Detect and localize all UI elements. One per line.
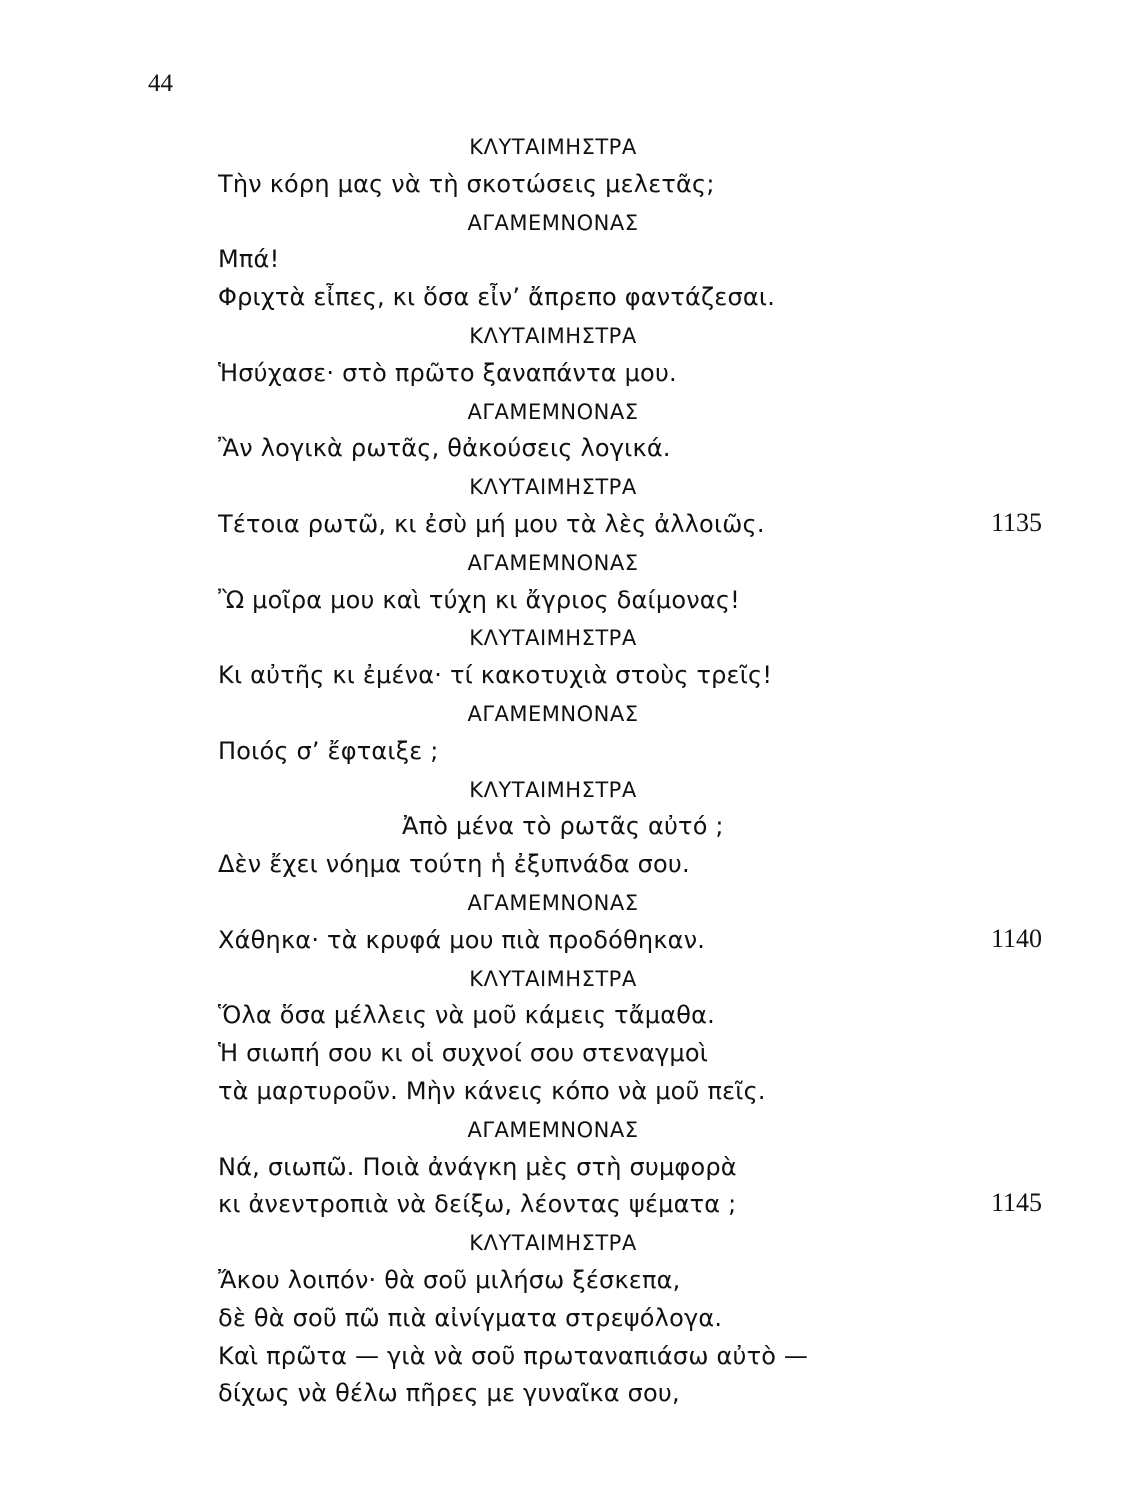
verse-line: Τὴν κόρη μας νὰ τὴ σκοτώσεις μελετᾶς; [218,169,715,198]
speaker-name: ΚΛΥΤΑΙΜΗΣΤΡΑ [469,626,637,651]
line-number: 1145 [990,1188,1042,1218]
verse-line: Χάθηκα· τὰ κρυφά μου πιὰ προδόθηκαν. [218,925,706,954]
verse-line: Ποιός σ’ ἔφταιξε ; [218,736,439,765]
verse-line: τὰ μαρτυροῦν. Μὴν κάνεις κόπο νὰ μοῦ πεῖς. [218,1077,766,1105]
speaker-name: ΚΛΥΤΑΙΜΗΣΤΡΑ [469,475,637,500]
speaker-name: ΑΓΑΜΕΜΝΟΝΑΣ [467,550,639,575]
verse-line: Τέτοια ρωτῶ, κι ἐσὺ μή μου τὰ λὲς ἀλλοιῶς. [218,510,765,538]
speaker-name: ΑΓΑΜΕΜΝΟΝΑΣ [467,399,639,424]
line-number: 1140 [990,923,1042,953]
verse-line: Ἡσύχασε· στὸ πρῶτο ξαναπάντα μου. [218,358,677,387]
verse-line: Ἀπὸ μένα τὸ ρωτᾶς αὐτό ; [402,812,724,841]
verse-line: Μπά! [218,245,280,274]
verse-line: δίχως νὰ θέλω πῆρες με γυναῖκα σου, [218,1379,680,1408]
line-number: 1135 [990,508,1042,537]
verse-line: Ἂν λογικὰ ρωτᾶς, θἀκούσεις λογικά. [218,434,671,463]
speaker-name: ΑΓΑΜΕΜΝΟΝΑΣ [467,702,639,726]
speaker-name: ΚΛΥΤΑΙΜΗΣΤΡΑ [469,1231,637,1256]
verse-line: Νά, σιωπῶ. Ποιὰ ἀνάγκη μὲς στὴ συμφορὰ [218,1152,737,1181]
speaker-name: ΚΛΥΤΑΙΜΗΣΤΡΑ [469,324,637,348]
verse-line: Ἄκου λοιπόν· θὰ σοῦ μιλήσω ξέσκεπα, [218,1266,681,1294]
verse-line: Φριχτὰ εἶπες, κι ὅσα εἶν’ ἄπρεπο φαντάζεσαι. [218,283,776,312]
speaker-name: ΑΓΑΜΕΜΝΟΝΑΣ [467,1117,639,1142]
verse-line: κι ἀνεντροπιὰ νὰ δείξω, λέοντας ψέματα ; [218,1190,737,1219]
speaker-name: ΚΛΥΤΑΙΜΗΣΤΡΑ [469,135,637,159]
speaker-name: ΑΓΑΜΕΜΝΟΝΑΣ [467,891,639,915]
speaker-name: ΚΛΥΤΑΙΜΗΣΤΡΑ [469,966,637,991]
page-number: 44 [148,70,173,97]
verse-line: Κι αὐτῆς κι ἐμένα· τί κακοτυχιὰ στοὺς τρεῖς! [218,661,773,690]
verse-line: Δὲν ἔχει νόημα τούτη ἡ ἐξυπνάδα σου. [218,850,690,879]
verse-line: Καὶ πρῶτα — γιὰ νὰ σοῦ πρωταναπιάσω αὐτὸ — [218,1341,809,1370]
speaker-name: ΑΓΑΜΕΜΝΟΝΑΣ [467,210,639,235]
verse-line: δὲ θὰ σοῦ πῶ πιὰ αἰνίγματα στρεψόλογα. [218,1303,723,1332]
verse-line: Ἡ σιωπή σου κι οἱ συχνοί σου στεναγμοὶ [218,1039,709,1068]
speaker-name: ΚΛΥΤΑΙΜΗΣΤΡΑ [469,777,637,802]
verse-line: Ὢ μοῖρα μου καὶ τύχη κι ἄγριος δαίμονας! [218,585,740,614]
verse-line: Ὅλα ὅσα μέλλεις νὰ μοῦ κάμεις τἄμαθα. [218,1001,715,1030]
